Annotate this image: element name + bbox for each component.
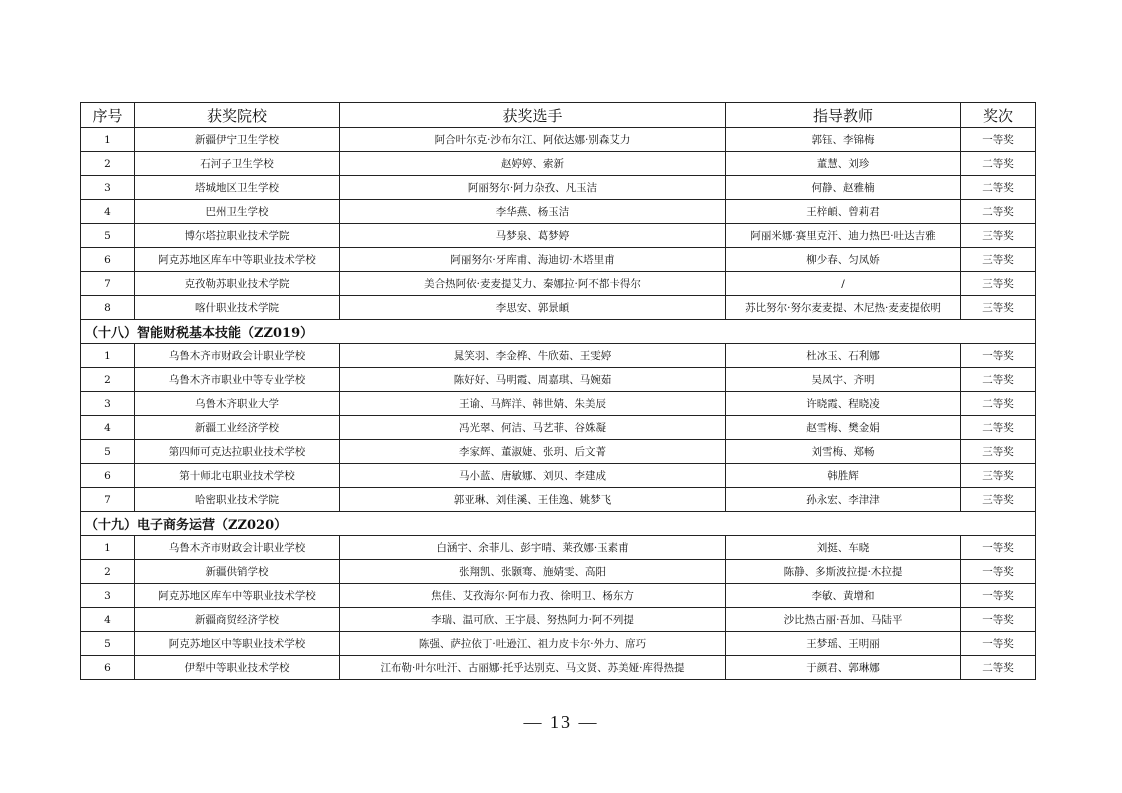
cell-advisors: 于颜君、郭琳娜 <box>726 656 961 680</box>
cell-advisors: 郭钰、李锦梅 <box>726 128 961 152</box>
cell-advisors: 刘雪梅、郑畅 <box>726 440 961 464</box>
cell-advisors: 董慧、刘珍 <box>726 152 961 176</box>
cell-index: 7 <box>81 272 135 296</box>
cell-index: 6 <box>81 248 135 272</box>
page-number: — 13 — <box>523 712 599 732</box>
cell-award: 一等奖 <box>961 128 1036 152</box>
cell-index: 2 <box>81 560 135 584</box>
cell-contestants: 张翔凯、张颢骞、施婧雯、高阳 <box>340 560 726 584</box>
cell-contestants: 陈强、萨拉依丁·吐逊江、祖力皮卡尔·外力、席巧 <box>340 632 726 656</box>
cell-advisors: / <box>726 272 961 296</box>
table-row <box>81 632 1036 656</box>
header-contestants: 获奖选手 <box>340 103 726 128</box>
section-19 <box>81 512 1036 536</box>
cell-contestants: 白涵宇、余菲儿、彭宇晴、莱孜娜·玉素甫 <box>340 536 726 560</box>
cell-award: 二等奖 <box>961 152 1036 176</box>
cell-award: 三等奖 <box>961 464 1036 488</box>
cell-award: 二等奖 <box>961 416 1036 440</box>
cell-advisors: 韩胜辉 <box>726 464 961 488</box>
cell-award: 一等奖 <box>961 584 1036 608</box>
cell-school: 克孜勒苏职业技术学院 <box>135 272 340 296</box>
cell-award: 二等奖 <box>961 200 1036 224</box>
cell-advisors: 阿丽米娜·赛里克汗、迪力热巴·吐达吉雅 <box>726 224 961 248</box>
table-row <box>81 392 1036 416</box>
cell-school: 乌鲁木齐职业大学 <box>135 392 340 416</box>
cell-school: 乌鲁木齐市财政会计职业学校 <box>135 344 340 368</box>
cell-contestants: 郭亚琳、刘佳溪、王佳逸、姚梦飞 <box>340 488 726 512</box>
table-row <box>81 536 1036 560</box>
cell-contestants: 马小蓝、唐敏娜、刘贝、李建成 <box>340 464 726 488</box>
cell-school: 第十师北屯职业技术学校 <box>135 464 340 488</box>
table-row <box>81 584 1036 608</box>
table-row <box>81 248 1036 272</box>
cell-school: 伊犁中等职业技术学校 <box>135 656 340 680</box>
cell-school: 新疆工业经济学校 <box>135 416 340 440</box>
cell-school: 阿克苏地区中等职业技术学校 <box>135 632 340 656</box>
cell-award: 二等奖 <box>961 656 1036 680</box>
cell-advisors: 沙比热古丽·吾加、马陆平 <box>726 608 961 632</box>
cell-contestants: 赵婷婷、索新 <box>340 152 726 176</box>
cell-advisors: 苏比努尔·努尔麦麦提、木尼热·麦麦提依明 <box>726 296 961 320</box>
cell-school: 乌鲁木齐市职业中等专业学校 <box>135 368 340 392</box>
cell-award: 三等奖 <box>961 224 1036 248</box>
table-row <box>81 200 1036 224</box>
cell-school: 阿克苏地区库车中等职业技术学校 <box>135 584 340 608</box>
cell-contestants: 江布勒·叶尔吐汗、古丽娜·托乎达别克、马文贤、苏美娅·库得热提 <box>340 656 726 680</box>
cell-award: 一等奖 <box>961 608 1036 632</box>
table-row <box>81 224 1036 248</box>
table-block-1 <box>81 128 1036 320</box>
cell-school: 哈密职业技术学院 <box>135 488 340 512</box>
header-advisors: 指导教师 <box>726 103 961 128</box>
cell-index: 5 <box>81 224 135 248</box>
cell-contestants: 阿丽努尔·牙库甫、海迪切·木塔里甫 <box>340 248 726 272</box>
header-school: 获奖院校 <box>135 103 340 128</box>
cell-contestants: 阿丽努尔·阿力杂孜、凡玉洁 <box>340 176 726 200</box>
cell-contestants: 李思安、郭景頔 <box>340 296 726 320</box>
cell-contestants: 冯光翠、何洁、马艺菲、谷姝凝 <box>340 416 726 440</box>
header-index: 序号 <box>81 103 135 128</box>
cell-award: 二等奖 <box>961 176 1036 200</box>
cell-award: 一等奖 <box>961 632 1036 656</box>
cell-contestants: 王谕、马辉洋、韩世婧、朱美辰 <box>340 392 726 416</box>
cell-index: 4 <box>81 608 135 632</box>
cell-advisors: 杜冰玉、石利娜 <box>726 344 961 368</box>
cell-contestants: 李瑞、温可欣、王宇晨、努热阿力·阿不列提 <box>340 608 726 632</box>
cell-index: 1 <box>81 536 135 560</box>
cell-advisors: 柳少春、匀凤娇 <box>726 248 961 272</box>
cell-school: 巴州卫生学校 <box>135 200 340 224</box>
cell-index: 1 <box>81 344 135 368</box>
cell-index: 6 <box>81 464 135 488</box>
cell-school: 新疆供销学校 <box>135 560 340 584</box>
cell-award: 三等奖 <box>961 272 1036 296</box>
cell-advisors: 孙永宏、李津津 <box>726 488 961 512</box>
cell-contestants: 陈好好、马明霞、周嘉琪、马婉茹 <box>340 368 726 392</box>
table-row <box>81 416 1036 440</box>
cell-contestants: 李华燕、杨玉洁 <box>340 200 726 224</box>
cell-index: 4 <box>81 416 135 440</box>
cell-contestants: 焦佳、艾孜海尔·阿布力孜、徐明卫、杨东方 <box>340 584 726 608</box>
cell-award: 一等奖 <box>961 344 1036 368</box>
cell-award: 三等奖 <box>961 296 1036 320</box>
table-row <box>81 440 1036 464</box>
cell-advisors: 赵雪梅、樊金娟 <box>726 416 961 440</box>
table-row <box>81 344 1036 368</box>
section-row <box>81 512 1036 536</box>
cell-school: 塔城地区卫生学校 <box>135 176 340 200</box>
table-block-2 <box>81 344 1036 512</box>
cell-school: 第四师可克达拉职业技术学校 <box>135 440 340 464</box>
table-row <box>81 296 1036 320</box>
cell-school: 石河子卫生学校 <box>135 152 340 176</box>
table-header-row <box>81 103 1036 128</box>
cell-advisors: 李敏、黄增和 <box>726 584 961 608</box>
cell-advisors: 刘挺、车晓 <box>726 536 961 560</box>
cell-index: 1 <box>81 128 135 152</box>
cell-advisors: 何静、赵雅楠 <box>726 176 961 200</box>
awards-table <box>80 102 1036 680</box>
cell-contestants: 美合热阿依·麦麦提艾力、秦娜拉·阿不都卡得尔 <box>340 272 726 296</box>
cell-award: 三等奖 <box>961 488 1036 512</box>
cell-index: 4 <box>81 200 135 224</box>
cell-contestants: 阿合叶尔克·沙布尔江、阿依达娜·别森艾力 <box>340 128 726 152</box>
table-row <box>81 368 1036 392</box>
cell-advisors: 王梦瑶、王明丽 <box>726 632 961 656</box>
cell-index: 2 <box>81 368 135 392</box>
cell-advisors: 陈静、多斯波拉提·木拉提 <box>726 560 961 584</box>
cell-school: 乌鲁木齐市财政会计职业学校 <box>135 536 340 560</box>
cell-contestants: 李家辉、董淑婕、张玥、后文菁 <box>340 440 726 464</box>
cell-index: 5 <box>81 632 135 656</box>
table-row <box>81 128 1036 152</box>
cell-advisors: 吴凤宇、齐明 <box>726 368 961 392</box>
section-title: （十八）智能财税基本技能（ZZ019） <box>81 320 1036 344</box>
cell-award: 三等奖 <box>961 440 1036 464</box>
table-block-3 <box>81 536 1036 680</box>
cell-index: 2 <box>81 152 135 176</box>
cell-index: 8 <box>81 296 135 320</box>
cell-index: 3 <box>81 584 135 608</box>
table-row <box>81 560 1036 584</box>
cell-contestants: 晁笑羽、李金桦、牛欣茹、王雯婷 <box>340 344 726 368</box>
table-row <box>81 488 1036 512</box>
cell-school: 阿克苏地区库车中等职业技术学校 <box>135 248 340 272</box>
cell-award: 三等奖 <box>961 248 1036 272</box>
section-title: （十九）电子商务运营（ZZ020） <box>81 512 1036 536</box>
cell-award: 一等奖 <box>961 536 1036 560</box>
cell-school: 博尔塔拉职业技术学院 <box>135 224 340 248</box>
cell-index: 3 <box>81 176 135 200</box>
table-row <box>81 656 1036 680</box>
table-row <box>81 152 1036 176</box>
table-row <box>81 464 1036 488</box>
section-18 <box>81 320 1036 344</box>
header-award: 奖次 <box>961 103 1036 128</box>
cell-award: 二等奖 <box>961 368 1036 392</box>
cell-index: 5 <box>81 440 135 464</box>
cell-advisors: 王梓頔、曾莉君 <box>726 200 961 224</box>
table-row <box>81 272 1036 296</box>
cell-award: 一等奖 <box>961 560 1036 584</box>
cell-advisors: 许晓霞、程晓凌 <box>726 392 961 416</box>
cell-index: 7 <box>81 488 135 512</box>
cell-index: 3 <box>81 392 135 416</box>
cell-school: 喀什职业技术学院 <box>135 296 340 320</box>
table-row <box>81 176 1036 200</box>
cell-contestants: 马梦泉、葛梦婷 <box>340 224 726 248</box>
cell-index: 6 <box>81 656 135 680</box>
table-row <box>81 608 1036 632</box>
cell-school: 新疆商贸经济学校 <box>135 608 340 632</box>
section-row <box>81 320 1036 344</box>
cell-award: 二等奖 <box>961 392 1036 416</box>
cell-school: 新疆伊宁卫生学校 <box>135 128 340 152</box>
